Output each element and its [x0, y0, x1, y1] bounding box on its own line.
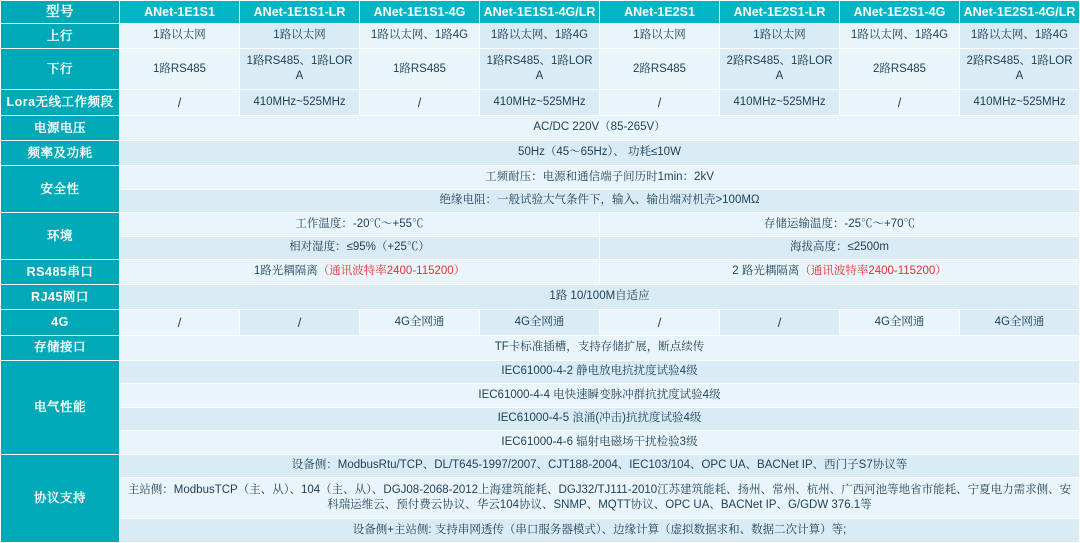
rs485-right-text: 2 路光耦隔离: [732, 265, 800, 278]
table-row-protocol-3: [1, 519, 1080, 543]
table-row-4g: [1, 310, 1080, 336]
column-header-6: ANet-1E2S1-4G: [840, 1, 960, 24]
cell-uplink-3: 1路以太网、1路4G: [480, 24, 600, 49]
table-row-environment-2: [1, 236, 1080, 259]
table-row-rs485: [1, 260, 1080, 285]
cell-lora-2: /: [360, 90, 480, 116]
cell-4g-4: /: [600, 310, 720, 336]
rs485-left-baud: （通讯波特率2400-115200）: [317, 265, 466, 278]
cell-4g-1: /: [240, 310, 360, 336]
cell-rs485-left: [120, 260, 600, 285]
cell-supply-voltage: AC/DC 220V（85-265V）: [120, 116, 1080, 141]
cell-lora-5: 410MHz~525MHz: [720, 90, 840, 116]
cell-electrical-2: IEC61000-4-5 浪涌(冲击)抗扰度试验4级: [120, 407, 1080, 430]
column-header-3: ANet-1E1S1-4G/LR: [480, 1, 600, 24]
cell-env-humidity: 相对湿度：≤95%（+25℃）: [120, 236, 600, 259]
rs485-left-text: 1路光耦隔离: [253, 265, 318, 278]
cell-downlink-2: 1路RS485: [360, 49, 480, 90]
cell-uplink-4: 1路以太网: [600, 24, 720, 49]
cell-frequency-power: 50Hz（45～65Hz）、 功耗≤10W: [120, 141, 1080, 166]
cell-safety-line-1: 绝缘电阻：一般试验大气条件下，输入、输出端对机壳>100MΩ: [120, 189, 1080, 212]
row-label-supply-voltage: 电源电压: [1, 116, 120, 141]
cell-uplink-5: 1路以太网: [720, 24, 840, 49]
cell-downlink-1: 1路RS485、1路LORA: [240, 49, 360, 90]
cell-downlink-3: 1路RS485、1路LORA: [480, 49, 600, 90]
row-label-uplink: 上行: [1, 24, 120, 49]
row-label-electrical: 电气性能: [1, 360, 120, 454]
row-label-storage: 存储接口: [1, 335, 120, 360]
table-row-electrical-2: [1, 384, 1080, 407]
table-row-protocol-2: [1, 478, 1080, 519]
table-row-frequency-power: [1, 141, 1080, 166]
cell-electrical-1: IEC61000-4-4 电快速瞬变脉冲群抗扰度试验4级: [120, 384, 1080, 407]
cell-uplink-2: 1路以太网、1路4G: [360, 24, 480, 49]
cell-lora-3: 410MHz~525MHz: [480, 90, 600, 116]
column-header-0: ANet-1E1S1: [120, 1, 240, 24]
table-row-safety-2: [1, 189, 1080, 212]
cell-protocol-master: 主站侧：ModbusTCP（主、从）、104（主、从）、DGJ08-2068-2012上海建筑能耗、DGJ32/TJ111-2010江苏建筑能耗、扬州、常州、杭州、广西河池等地省市能耗、宁夏电力需求侧、安科瑞运维云、预付费云协议、华云104协议、SNMP、MQTT协议、OPC UA、BACNet IP、G/GDW 376.1等: [120, 478, 1080, 519]
table-row-supply-voltage: [1, 116, 1080, 141]
column-header-1: ANet-1E1S1-LR: [240, 1, 360, 24]
table-row-downlink: [1, 49, 1080, 90]
cell-electrical-3: IEC61000-4-6 辐射电磁场干扰检验3级: [120, 431, 1080, 454]
cell-lora-1: 410MHz~525MHz: [240, 90, 360, 116]
cell-env-storage-temp: 存储运输温度：-25℃～+70℃: [600, 213, 1080, 236]
cell-safety-line-0: 工频耐压：电源和通信端子间历时1min：2kV: [120, 166, 1080, 189]
cell-downlink-0: 1路RS485: [120, 49, 240, 90]
row-label-rj45: RJ45网口: [1, 285, 120, 310]
column-header-5: ANet-1E2S1-LR: [720, 1, 840, 24]
column-header-7: ANet-1E2S1-4G/LR: [960, 1, 1080, 24]
cell-lora-7: 410MHz~525MHz: [960, 90, 1080, 116]
cell-protocol-both: 设备侧+主站侧: 支持串网透传（串口服务器模式）、边缘计算（虚拟数据求和、数据二次计算）等;: [120, 519, 1080, 543]
cell-storage: TF卡标准插槽，支持存储扩展，断点续传: [120, 335, 1080, 360]
column-header-2: ANet-1E1S1-4G: [360, 1, 480, 24]
cell-4g-2: 4G全网通: [360, 310, 480, 336]
cell-4g-7: 4G全网通: [960, 310, 1080, 336]
table-row-environment-1: [1, 213, 1080, 236]
cell-electrical-0: IEC61000-4-2 静电放电抗扰度试验4级: [120, 360, 1080, 383]
cell-env-altitude: 海拔高度：≤2500m: [600, 236, 1080, 259]
cell-downlink-5: 2路RS485、1路LORA: [720, 49, 840, 90]
cell-uplink-6: 1路以太网、1路4G: [840, 24, 960, 49]
cell-lora-6: /: [840, 90, 960, 116]
cell-downlink-7: 2路RS485、1路LORA: [960, 49, 1080, 90]
row-label-protocol: 协议支持: [1, 454, 120, 542]
table-row-uplink: [1, 24, 1080, 49]
cell-4g-0: /: [120, 310, 240, 336]
cell-uplink-0: 1路以太网: [120, 24, 240, 49]
table-row-electrical-4: [1, 431, 1080, 454]
table-header-row: [1, 1, 1080, 24]
table-row-safety-1: [1, 166, 1080, 189]
row-label-rs485: RS485串口: [1, 260, 120, 285]
column-header-4: ANet-1E2S1: [600, 1, 720, 24]
cell-downlink-6: 2路RS485: [840, 49, 960, 90]
row-label-downlink: 下行: [1, 49, 120, 90]
rs485-right-baud: （通讯波特率2400-115200）: [799, 265, 947, 278]
column-header-model: 型号: [1, 1, 120, 24]
table-row-protocol-1: [1, 454, 1080, 477]
cell-lora-0: /: [120, 90, 240, 116]
row-label-safety: 安全性: [1, 166, 120, 213]
cell-4g-6: 4G全网通: [840, 310, 960, 336]
cell-uplink-1: 1路以太网: [240, 24, 360, 49]
table-row-lora-band: [1, 90, 1080, 116]
row-label-frequency-power: 频率及功耗: [1, 141, 120, 166]
table-row-storage: [1, 335, 1080, 360]
cell-4g-3: 4G全网通: [480, 310, 600, 336]
table-row-rj45: [1, 285, 1080, 310]
table-row-electrical-1: [1, 360, 1080, 383]
cell-lora-4: /: [600, 90, 720, 116]
cell-4g-5: /: [720, 310, 840, 336]
row-label-lora-band: Lora无线工作频段: [1, 90, 120, 116]
cell-rj45: 1路 10/100M自适应: [120, 285, 1080, 310]
cell-rs485-right: [600, 260, 1080, 285]
cell-env-work-temp: 工作温度：-20℃～+55℃: [120, 213, 600, 236]
table-row-electrical-3: [1, 407, 1080, 430]
row-label-4g: 4G: [1, 310, 120, 336]
row-label-environment: 环境: [1, 213, 120, 260]
cell-downlink-4: 2路RS485: [600, 49, 720, 90]
cell-protocol-device: 设备侧：ModbusRtu/TCP、DL/T645-1997/2007、CJT188-2004、IEC103/104、OPC UA、BACNet IP、西门子S7协议等: [120, 454, 1080, 477]
cell-uplink-7: 1路以太网、1路4G: [960, 24, 1080, 49]
